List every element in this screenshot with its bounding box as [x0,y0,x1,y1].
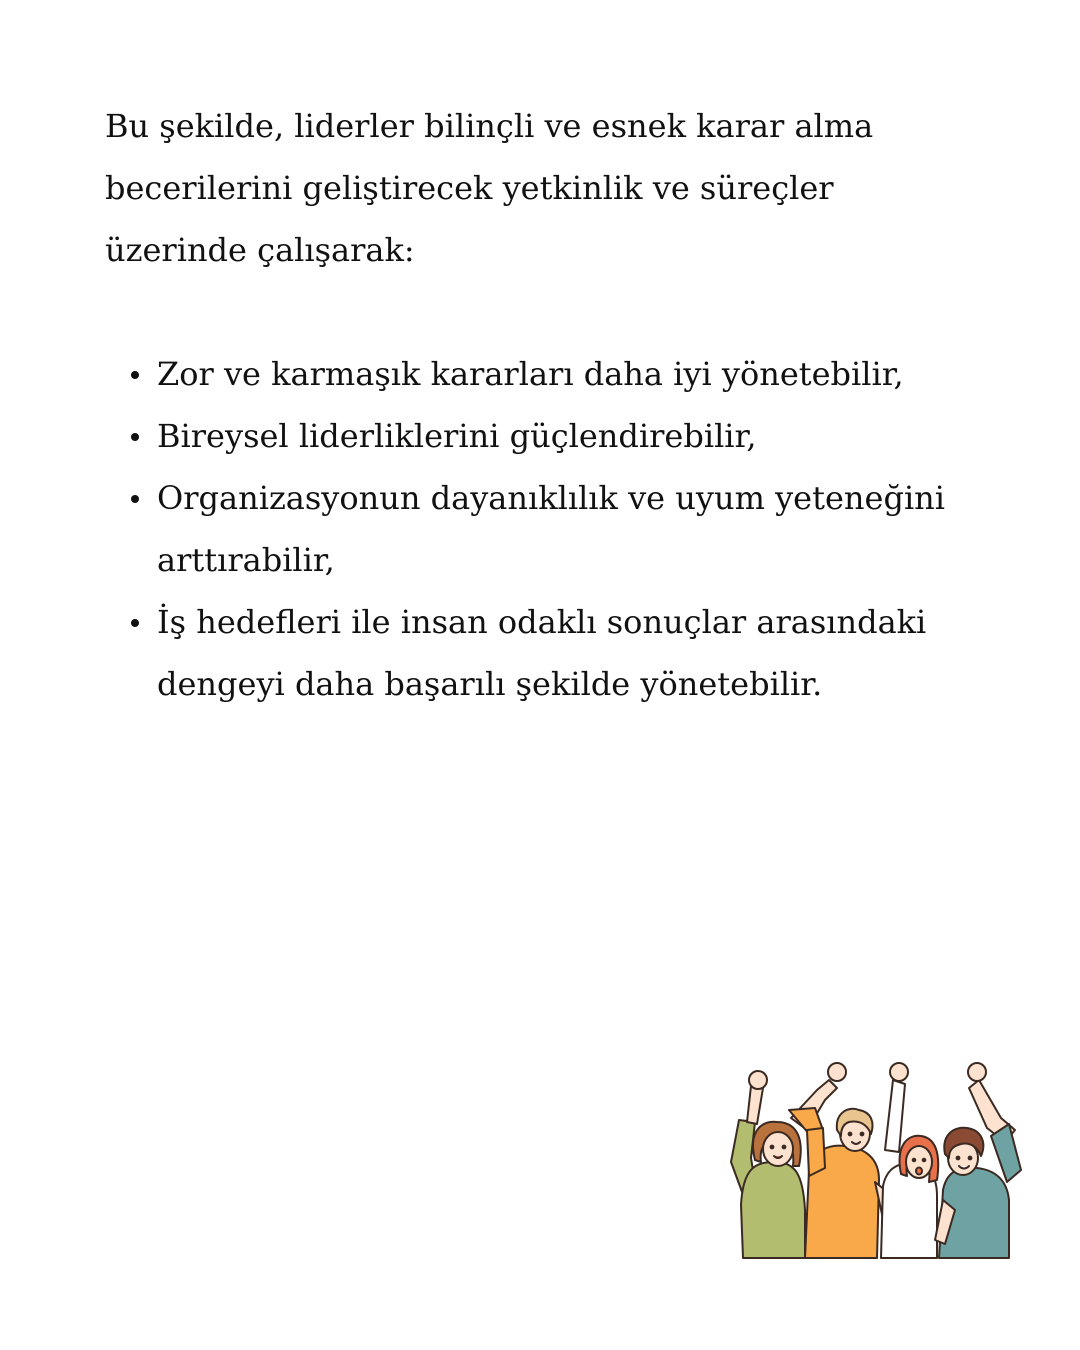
bullet-icon [131,495,139,503]
list-item [105,467,957,591]
benefits-list [105,343,985,715]
list-item [105,591,957,715]
list-item [105,405,957,467]
person-white-icon [881,1063,938,1258]
person-green-icon [731,1071,805,1258]
bullet-icon [131,371,139,379]
document-body [105,95,985,715]
list-item-text: Organizasyonun dayanıklılık ve uyum yeteneğini arttırabilir, [157,479,946,579]
list-item [105,343,957,405]
person-teal-icon [935,1063,1021,1258]
cheering-people-illustration [725,1050,1025,1260]
list-item-text: Bireysel liderliklerini güçlendirebilir, [157,417,757,455]
bullet-icon [131,619,139,627]
bullet-icon [131,433,139,441]
list-item-text: Zor ve karmaşık kararları daha iyi yönetebilir, [157,355,904,393]
intro-paragraph: Bu şekilde, liderler bilinçli ve esnek karar alma becerilerini geliştirecek yetkinlik ve süreçler üzerinde çalışarak: [105,107,874,269]
list-item-text: İş hedefleri ile insan odaklı sonuçlar arasındaki dengeyi daha başarılı şekilde yönetebilir. [157,603,927,703]
